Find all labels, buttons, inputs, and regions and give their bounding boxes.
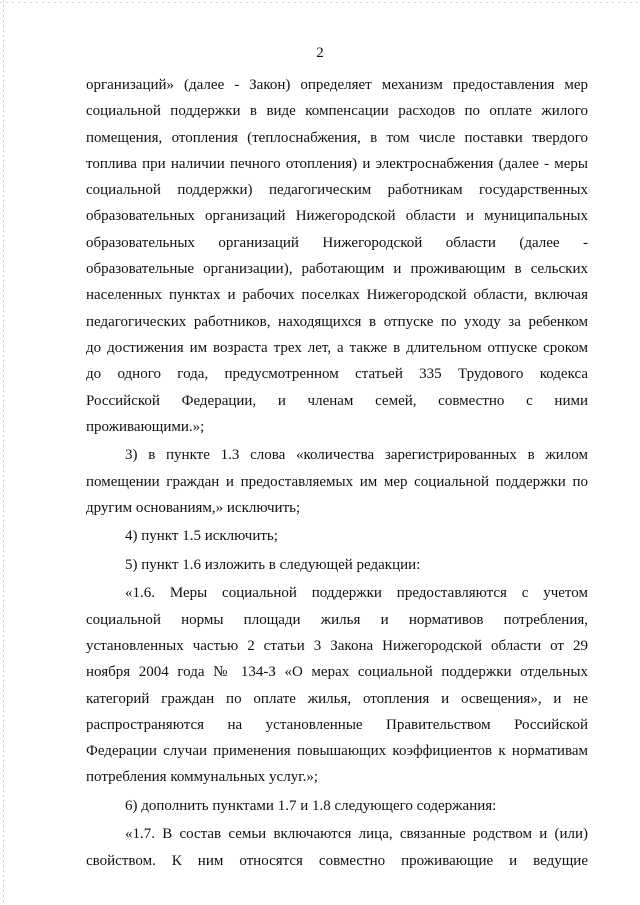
text-line: социальной поддержки) педагогическим работникам государственных xyxy=(86,182,588,199)
text-line: образовательные организации), работающим и проживающим в сельских xyxy=(86,261,588,278)
text-line: распространяются на установленные Правительством Российской xyxy=(86,716,588,733)
page-number: 2 xyxy=(316,45,324,61)
text-line: населенных пунктах и рабочих поселках Нижегородской области, включая xyxy=(86,287,588,304)
text-line: 3) в пункте 1.3 слова «количества зарегистрированных в жилом xyxy=(125,447,588,464)
text-line: 6) дополнить пунктами 1.7 и 1.8 следующего содержания: xyxy=(125,797,497,814)
text-line: проживающими.»; xyxy=(86,418,205,435)
text-line: до одного года, предусмотренном статьей 335 Трудового кодекса xyxy=(86,366,588,383)
text-line: организаций» (далее - Закон) определяет механизм предоставления мер xyxy=(86,77,588,93)
text-line: помещении граждан и предоставляемых им мер социальной поддержки по xyxy=(86,473,588,490)
text-line: топлива при наличии печного отопления) и электроснабжения (далее - меры xyxy=(86,155,588,172)
text-line: свойством. К ним относятся совместно проживающие и ведущие xyxy=(86,852,588,869)
text-line: «1.6. Меры социальной поддержки предоставляются с учетом xyxy=(125,585,588,602)
text-line: социальной нормы площади жилья и нормативов потребления, xyxy=(86,611,588,628)
scan-edge-left xyxy=(3,0,4,905)
text-line: Российской Федерации, и членам семей, совместно с ними xyxy=(86,392,588,409)
text-line: Федерации случаи применения повышающих коэффициентов к нормативам xyxy=(86,743,588,760)
document-body xyxy=(86,72,588,874)
text-line: установленных частью 2 статьи 3 Закона Нижегородской области от 29 xyxy=(86,637,588,654)
text-line: 4) пункт 1.5 исключить; xyxy=(125,528,278,545)
text-line: педагогических работников, находящихся в отпуске по уходу за ребенком xyxy=(86,313,588,330)
text-line: 5) пункт 1.6 изложить в следующей редакции: xyxy=(125,556,421,573)
text-line: потребления коммунальных услуг.»; xyxy=(86,769,319,786)
text-line: помещения, отопления (теплоснабжения, в том числе поставки твердого xyxy=(86,129,588,146)
text-line: до достижения им возраста трех лет, а также в длительном отпуске сроком xyxy=(86,339,588,356)
text-line: ноября 2004 года № 134-З «О мерах социальной поддержки отдельных xyxy=(86,664,588,681)
scan-edge-top xyxy=(0,2,640,3)
text-line: социальной поддержки в виде компенсации расходов по оплате жилого xyxy=(86,103,588,120)
text-line: «1.7. В состав семьи включаются лица, связанные родством и (или) xyxy=(125,826,588,843)
text-line: другим основаниям,» исключить; xyxy=(86,499,301,516)
text-line: образовательных организаций Нижегородской области (далее - xyxy=(86,234,588,251)
text-line: образовательных организаций Нижегородской области и муниципальных xyxy=(86,208,588,225)
text-line: категорий граждан по оплате жилья, отопления и освещения», и не xyxy=(86,690,588,707)
